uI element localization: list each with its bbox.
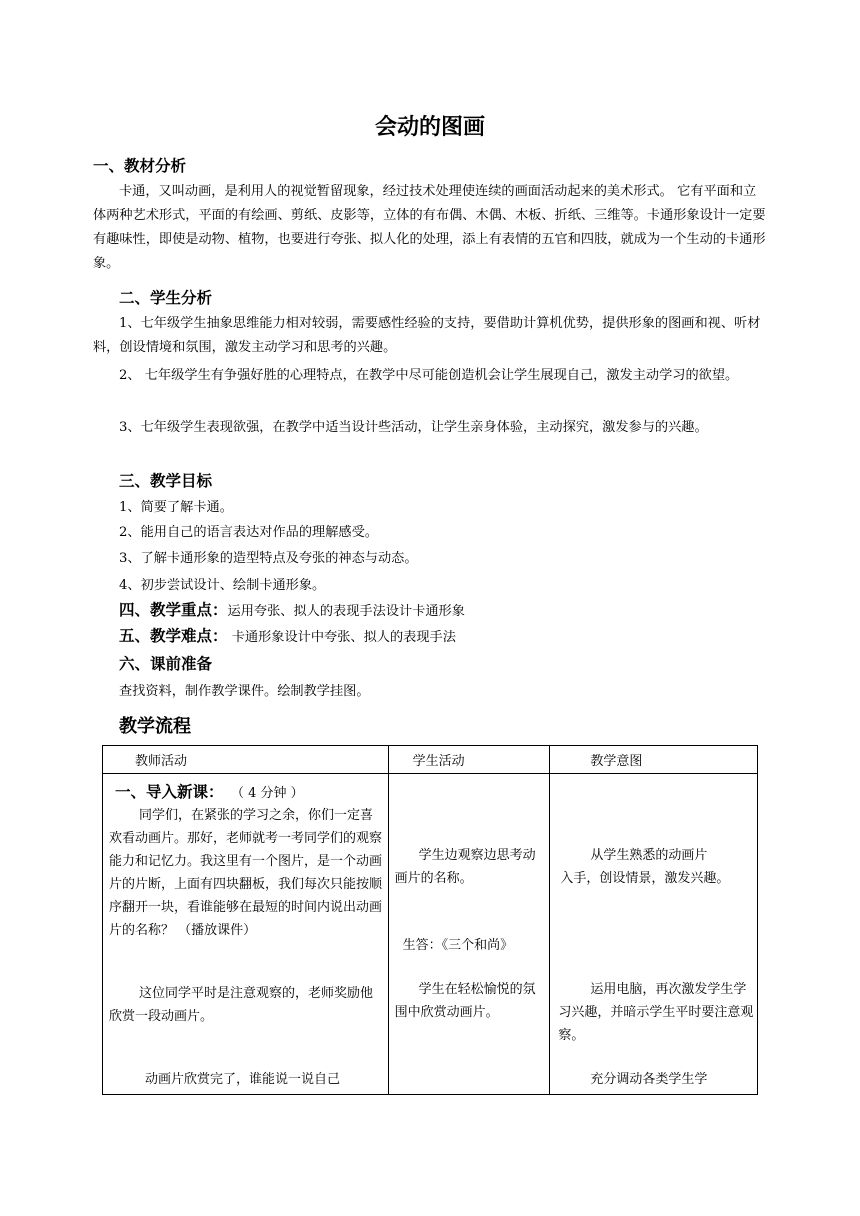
teacher-para-2: 这位同学平时是注意观察的，老师奖励他欣赏一段动画片。 [109, 986, 374, 1024]
student-cell [388, 774, 550, 1095]
flow-heading: 教学流程 [119, 716, 191, 737]
section-heading-students: 二、学生分析 [119, 289, 213, 307]
teacher-para-1: 同学们，在紧张的学习之余，你们一定喜欢看动画片。那好，老师就考一考同学们的观察能力和记忆力。我这里有一个图片，是一个动画片的片断，上面有四块翻板，我们每次只能按顺序翻开一块，看谁能够在最短的时间内说出动画片的名称？ （播放课件） [109, 808, 383, 938]
section-heading-preparation: 六、课前准备 [119, 655, 213, 673]
teaching-flow-table [102, 745, 758, 1095]
teacher-para-3: 动画片欣赏完了，谁能说一说自己 [145, 1072, 341, 1087]
intro-line [115, 780, 304, 802]
goal-item: 1、简要了解卡通。 [119, 500, 233, 515]
section-heading-goals: 三、教学目标 [119, 472, 213, 490]
goal-item: 4、初步尝试设计、绘制卡通形象。 [119, 578, 326, 593]
intent-1b: 入手，创设情景，激发兴趣。 [560, 871, 730, 886]
preparation-text: 查找资料，制作教学课件。绘制教学挂图。 [119, 684, 370, 699]
header-intent-label: 教学意图 [590, 754, 643, 769]
difficulty-line [119, 624, 456, 646]
key-point-text: 运用夸张、拟人的表现手法设计卡通形象 [227, 604, 465, 619]
student-analysis-item: 3、七年级学生表现欲强，在教学中适当设计些活动，让学生亲身体验，主动探究，激发参与的兴趣。 [119, 420, 708, 435]
header-teacher-label: 教师活动 [135, 754, 188, 769]
section-heading-key-point: 四、教学重点： [119, 601, 228, 619]
header-student-label: 学生活动 [412, 754, 465, 769]
header-student [388, 746, 550, 774]
intent-1a: 从学生熟悉的动画片 [590, 848, 708, 863]
intro-time: （ 4 分钟 ） [237, 786, 304, 801]
intro-heading: 一、导入新课： [115, 783, 224, 801]
header-teacher [103, 746, 389, 774]
teacher-cell [103, 774, 389, 1095]
difficulty-text: 卡通形象设计中夸张、拟人的表现手法 [227, 630, 456, 645]
key-point-line [119, 598, 465, 620]
intent-cell [550, 774, 758, 1095]
student-analysis-item: 2、 七年级学生有争强好胜的心理特点，在教学中尽可能创造机会让学生展现自己，激发主动学习的欲望。 [119, 368, 739, 383]
goal-item: 3、了解卡通形象的造型特点及夸张的神态与动态。 [119, 551, 418, 566]
header-intent [550, 746, 758, 774]
section-heading-difficulty: 五、教学难点： [119, 627, 228, 645]
materials-paragraph: 卡通，又叫动画，是利用人的视觉暂留现象，经过技术处理使连续的画面活动起来的美术形式。 它有平面和立体两种艺术形式，平面的有绘画、剪纸、皮影等，立体的有布偶、木偶、木板、折纸、三维等。卡通形象设计一定要有趣味性，即使是动物、植物，也要进行夸张、拟人化的处理，添上有表情的五官和四肢，就成为一个生动的卡通形象。 [93, 184, 766, 271]
goal-item: 2、能用自己的语言表达对作品的理解感受。 [119, 525, 378, 540]
intent-3: 充分调动各类学生学 [590, 1072, 708, 1087]
student-analysis-item: 1、七年级学生抽象思维能力相对较弱，需要感性经验的支持，要借助计算机优势，提供形象的图画和视、听材料，创设情境和氛围，激发主动学习和思考的兴趣。 [93, 316, 761, 355]
student-activity-2: 生答：《三个和尚》 [402, 938, 514, 953]
page-title: 会动的图画 [374, 115, 485, 140]
student-activity-1: 学生边观察边思考动画片的名称。 [394, 848, 536, 886]
student-activity-3: 学生在轻松愉悦的氛围中欣赏动画片。 [394, 982, 536, 1020]
table-row [103, 774, 758, 1095]
intent-2: 运用电脑，再次激发学生学习兴趣，并暗示学生平时要注意观察。 [558, 982, 754, 1043]
section-heading-materials: 一、教材分析 [93, 157, 187, 175]
table-header-row [103, 746, 758, 774]
